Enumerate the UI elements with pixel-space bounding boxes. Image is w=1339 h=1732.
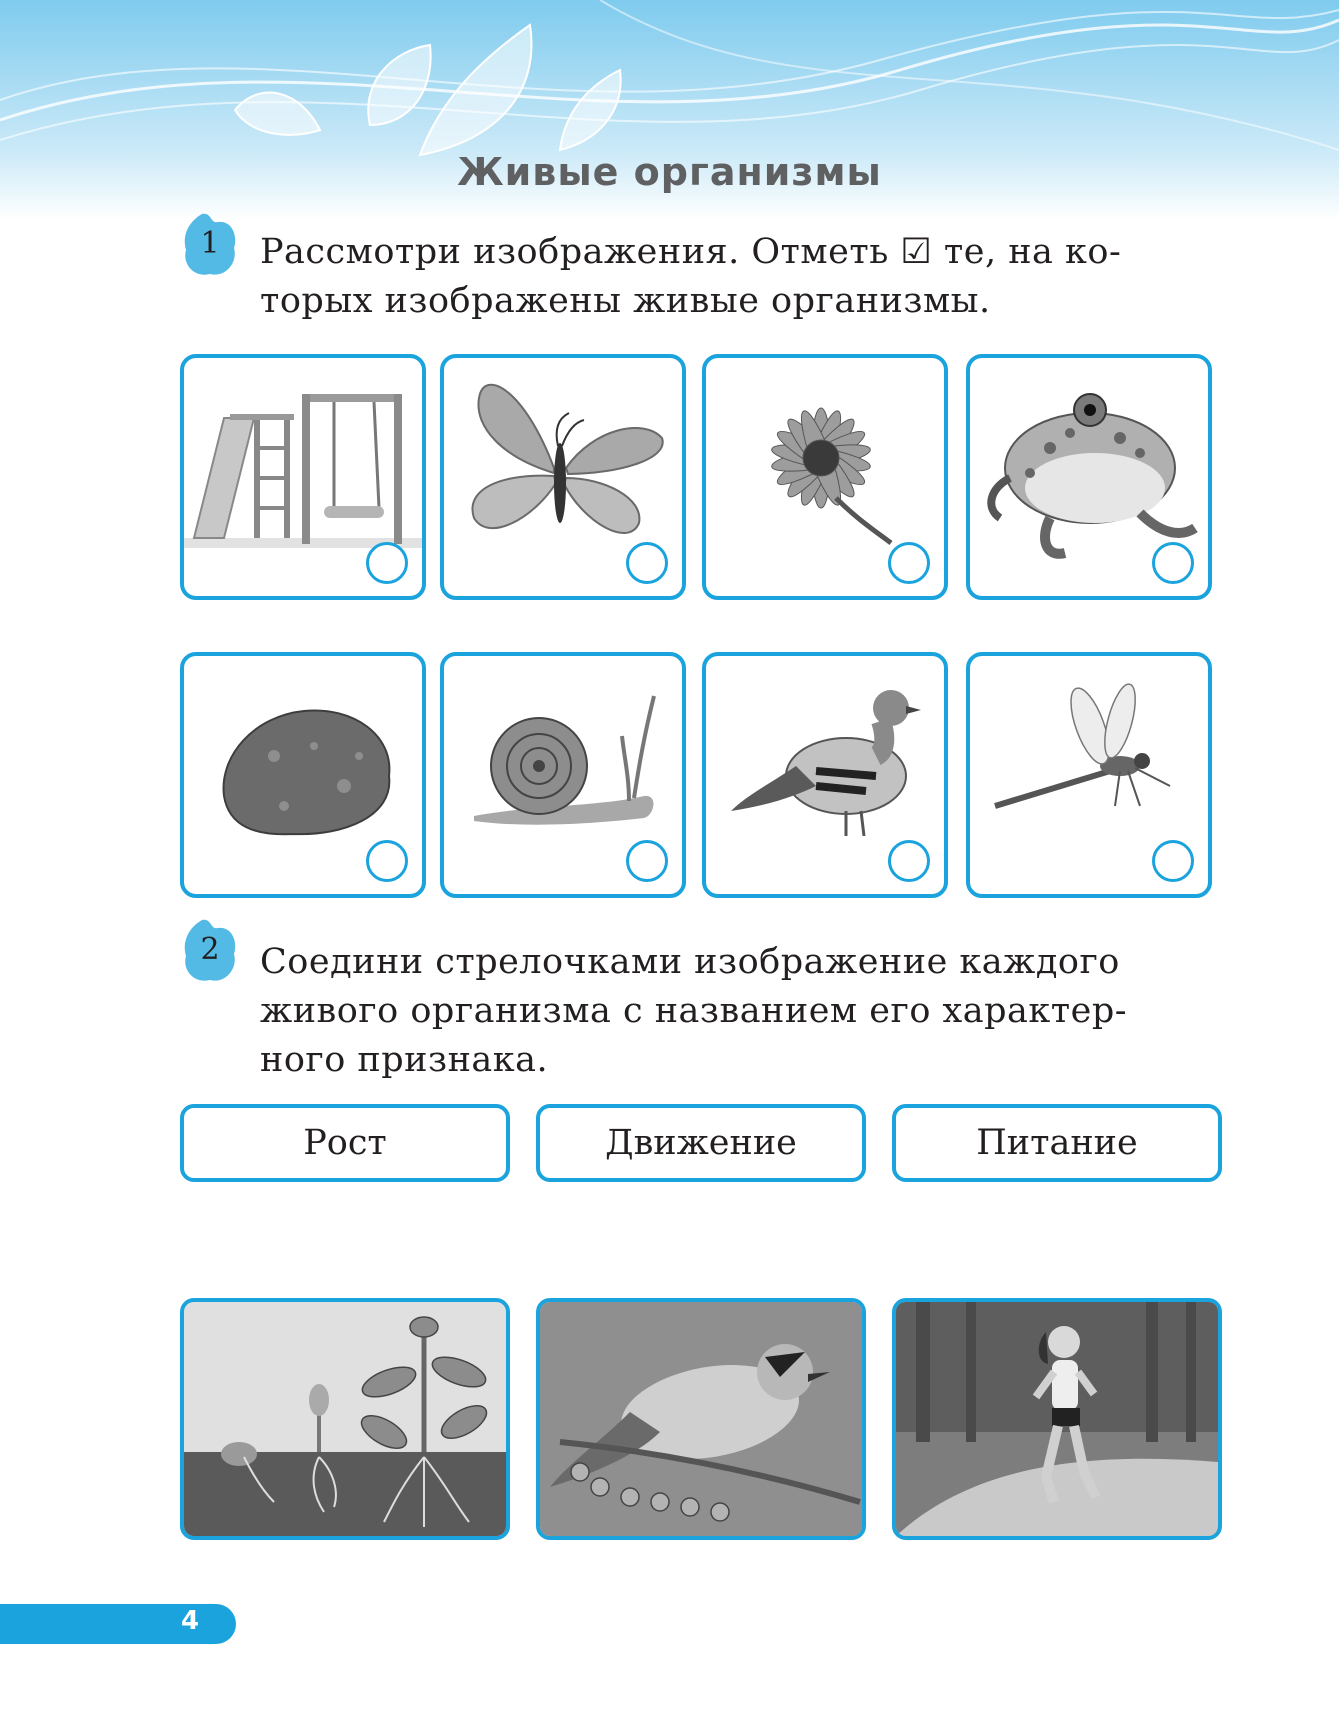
task2-line: Соедини стрелочками изображение каждого (260, 942, 1120, 982)
waxwing-bird-eating-berries-icon (540, 1302, 862, 1536)
photo-card-bird[interactable] (536, 1298, 866, 1540)
task2-text (260, 938, 1222, 1085)
sprouting-bean-icon (184, 1302, 506, 1536)
task-number: 2 (200, 932, 220, 967)
image-card-playground (180, 354, 426, 600)
page-number: 4 (180, 1606, 200, 1636)
image-card-dragonfly (966, 652, 1212, 898)
image-card-snail (440, 652, 686, 898)
image-card-frog (966, 354, 1212, 600)
task1-text (260, 228, 1222, 326)
task-number-badge (182, 212, 238, 280)
task-number: 1 (200, 226, 220, 261)
answer-checkbox[interactable] (888, 840, 930, 882)
image-card-flower (702, 354, 948, 600)
feature-box-movement[interactable]: Движение (536, 1104, 866, 1182)
image-card-stone (180, 652, 426, 898)
answer-checkbox[interactable] (626, 840, 668, 882)
task1-line: Рассмотри изображения. Отметь ☑ те, на ко- (260, 232, 1122, 272)
answer-checkbox[interactable] (366, 840, 408, 882)
image-card-pigeon (702, 652, 948, 898)
answer-checkbox[interactable] (888, 542, 930, 584)
page-title: Живые организмы (457, 150, 882, 194)
feature-box-nutrition[interactable]: Питание (892, 1104, 1222, 1182)
answer-checkbox[interactable] (1152, 840, 1194, 882)
task2-line: живого организма с названием его характер- (260, 991, 1128, 1031)
answer-checkbox[interactable] (1152, 542, 1194, 584)
answer-checkbox[interactable] (626, 542, 668, 584)
answer-checkbox[interactable] (366, 542, 408, 584)
image-card-butterfly (440, 354, 686, 600)
task1-line: торых изображены живые организмы. (260, 281, 991, 321)
task2-line: ного признака. (260, 1040, 549, 1080)
feature-box-growth[interactable]: Рост (180, 1104, 510, 1182)
photo-card-runner[interactable] (892, 1298, 1222, 1540)
running-woman-icon (896, 1302, 1218, 1536)
photo-card-sprout[interactable] (180, 1298, 510, 1540)
task-number-badge (182, 918, 238, 986)
